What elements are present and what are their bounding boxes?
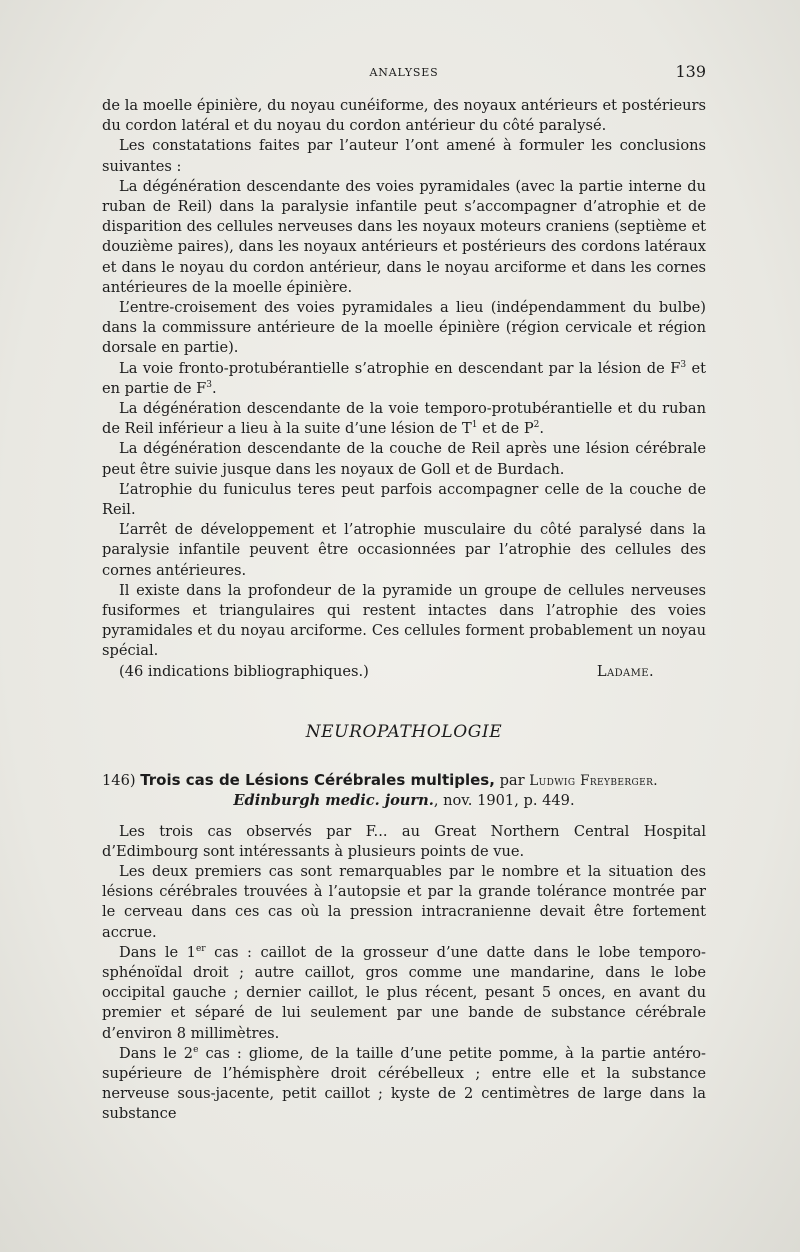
paragraph: Il existe dans la profondeur de la pyramide un groupe de cellules nerveuses fusiformes et triangulaires qui restent intactes dans l’atrophie des voies pyramidales et du noyau arciforme. Ces cellules forment probablement un noyau spécial. [102, 581, 706, 660]
bibliography-count: (46 indications bibliographiques.) [119, 662, 369, 680]
page-body [102, 96, 706, 1125]
paragraph: Les constatations faites par l’auteur l’ont amené à formuler les conclusions suivantes : [102, 137, 706, 175]
paragraph-temporo: La dégénération descendante de la voie temporo-protubérantielle et du ruban de Reil inférieur a lieu à la suite d’une lésion de $T^1$ et de $P^2$. [102, 400, 706, 438]
paragraph: La dégénération descendante des voies pyramidales (avec la partie interne du ruban de Reil) dans la paralysie infantile peut s’accompagner d’atrophie et de disparition des cellules nerveuses dans les noyaux moteurs craniens (septième et douzième paires), dans les noyaux antérieurs et postérieurs des cordons latéraux et dans le noyau du cordon antérieur, dans le noyau arciforme et dans les cornes antérieures de la moelle épinière. [102, 177, 706, 296]
journal-name: Edinburgh medic. journ. [233, 792, 434, 810]
running-title: ANALYSES [369, 66, 439, 79]
paragraph: La dégénération descendante de la couche de Reil après une lésion cérébrale peut être suivie jusque dans les noyaux de Goll et de Burdach. [102, 440, 706, 478]
article-title: Trois cas de Lésions Cérébrales multiples, [140, 771, 495, 790]
bibliography-line [102, 662, 706, 682]
section-title: NEUROPATHOLOGIE [305, 721, 503, 742]
page-number: 139 [675, 62, 706, 81]
article-author: Ludwig Freyberger. [529, 773, 658, 790]
paragraph: L’atrophie du funiculus teres peut parfois accompagner celle de la couche de Reil. [102, 480, 706, 519]
reviewer-signature: Ladame. [596, 662, 654, 680]
paragraph: L’entre-croisement des voies pyramidales a lieu (indépendamment du bulbe) dans la commissure antérieure de la moelle épinière (région cervicale et région dorsale en partie). [102, 299, 706, 357]
running-header [102, 62, 706, 84]
paragraph-case-2: Dans le 2e cas : gliome, de la taille d’une petite pomme, à la partie antéro-supérieure de l’hémisphère droit cérébelleux ; entre elle et la substance nerveuse sous-jacente, petit caillot ; kyste de 2 centimètres de large dans la substance [102, 1044, 706, 1123]
paragraph-case-1: Dans le 1er cas : caillot de la grosseur d’une datte dans le lobe temporo-sphénoïdal droit ; autre caillot, gros comme une mandarine, dans le lobe occipital gauche ; dernier caillot, le plus récent, pesant 5 onces, en avant du premier et séparé de lui seulement par une bande de substance cérébrale d’environ 8 millimètres. [102, 943, 706, 1042]
paragraph-fronto: La voie fronto-protubérantielle s’atrophie en descendant par la lésion de $F^3$ et en partie de $F^3$. [102, 359, 707, 397]
paragraph: de la moelle épinière, du noyau cunéiforme, des noyaux antérieurs et postérieurs du cordon latéral et du noyau du cordon antérieur du côté paralysé. [102, 97, 706, 135]
paragraph: L’arrêt de développement et l’atrophie musculaire du côté paralysé dans la paralysie infantile peuvent être occasionnées par l’atrophie des cellules des cornes antérieures. [102, 521, 706, 579]
article-number: 146) [102, 772, 136, 790]
article-heading: 146) Trois cas de Lésions Cérébrales multiples, par Ludwig Freyberger. [102, 771, 658, 790]
paragraph: Les trois cas observés par F... au Great Northern Central Hospital d’Edimbourg sont intéressants à plusieurs points de vue. [102, 822, 706, 860]
article-source [102, 791, 706, 811]
paragraph: Les deux premiers cas sont remarquables par le nombre et la situation des lésions cérébrales trouvées à l’autopsie et par la grande tolérance montrée par le cerveau dans ces cas où la pression intracranienne devait être fortement accrue. [102, 862, 706, 941]
journal-citation: , nov. 1901, p. 449. [433, 792, 575, 810]
